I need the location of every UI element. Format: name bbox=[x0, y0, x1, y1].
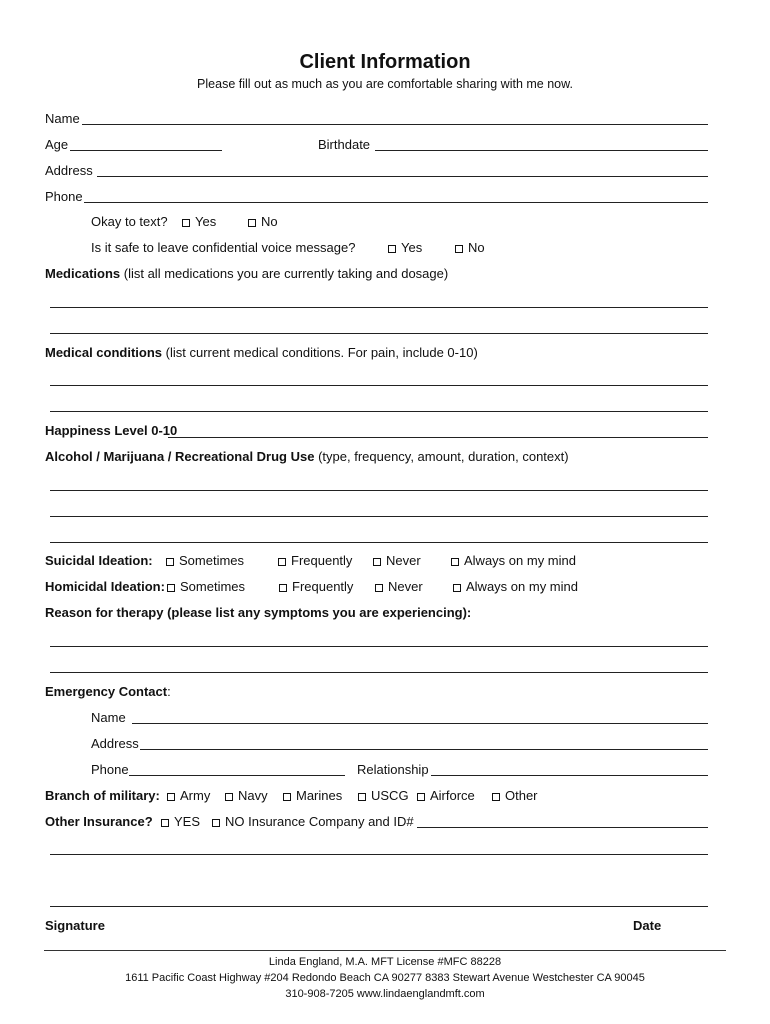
emergency-phone-field[interactable] bbox=[129, 775, 345, 776]
name-field[interactable] bbox=[82, 124, 708, 125]
checkbox-icon bbox=[373, 558, 381, 566]
checkbox-icon bbox=[451, 558, 459, 566]
substance-hint: (type, frequency, amount, duration, context) bbox=[318, 449, 569, 464]
checkbox-icon bbox=[278, 558, 286, 566]
checkbox-icon bbox=[358, 793, 366, 801]
checkbox-icon bbox=[225, 793, 233, 801]
date-label: Date bbox=[633, 918, 662, 933]
military-uscg-checkbox[interactable] bbox=[358, 788, 409, 804]
checkbox-icon bbox=[283, 793, 291, 801]
medications-line-1[interactable] bbox=[50, 307, 708, 308]
homicidal-frequently-checkbox[interactable] bbox=[279, 579, 353, 595]
voicemail-question: Is it safe to leave confidential voice message? bbox=[91, 240, 356, 255]
reason-line-2[interactable] bbox=[50, 672, 708, 673]
address-label: Address bbox=[45, 163, 93, 178]
emergency-relationship-label: Relationship bbox=[357, 762, 429, 777]
substance-line-1[interactable] bbox=[50, 490, 708, 491]
checkbox-icon bbox=[248, 219, 256, 227]
checkbox-icon bbox=[417, 793, 425, 801]
insurance-no-label: NO Insurance Company and ID# bbox=[225, 814, 414, 829]
military-option-label: Other bbox=[505, 788, 538, 803]
age-label: Age bbox=[45, 137, 69, 152]
checkbox-icon bbox=[492, 793, 500, 801]
medical-line-2[interactable] bbox=[50, 411, 708, 412]
medications-line-2[interactable] bbox=[50, 333, 708, 334]
emergency-name-field[interactable] bbox=[132, 723, 708, 724]
suicidal-label: Suicidal Ideation: bbox=[45, 553, 153, 568]
suicidal-option-label: Frequently bbox=[291, 553, 353, 568]
medical-heading bbox=[45, 345, 478, 361]
page-subtitle: Please fill out as much as you are comfortable sharing with me now. bbox=[197, 77, 573, 91]
suicidal-never-checkbox[interactable] bbox=[373, 553, 421, 569]
suicidal-option-label: Sometimes bbox=[179, 553, 245, 568]
emergency-phone-label: Phone bbox=[91, 762, 129, 777]
medical-hint: (list current medical conditions. For pain, include 0-10) bbox=[165, 345, 478, 360]
checkbox-icon bbox=[167, 584, 175, 592]
emergency-colon: : bbox=[167, 684, 171, 699]
medications-hint: (list all medications you are currently taking and dosage) bbox=[123, 266, 449, 281]
homicidal-never-checkbox[interactable] bbox=[375, 579, 423, 595]
emergency-heading bbox=[45, 684, 171, 700]
insurance-no-checkbox[interactable] bbox=[212, 814, 414, 830]
homicidal-option-label: Always on my mind bbox=[466, 579, 578, 594]
insurance-yes-label: YES bbox=[174, 814, 201, 829]
homicidal-sometimes-checkbox[interactable] bbox=[167, 579, 245, 595]
signature-line[interactable] bbox=[50, 906, 708, 907]
checkbox-icon bbox=[279, 584, 287, 592]
suicidal-always-checkbox[interactable] bbox=[451, 553, 576, 569]
text-question: Okay to text? bbox=[91, 214, 168, 229]
voicemail-no-checkbox[interactable] bbox=[455, 240, 485, 256]
checkbox-icon bbox=[161, 819, 169, 827]
suicidal-frequently-checkbox[interactable] bbox=[278, 553, 352, 569]
phone-field[interactable] bbox=[84, 202, 708, 203]
medical-label: Medical conditions bbox=[45, 345, 163, 360]
military-airforce-checkbox[interactable] bbox=[417, 788, 475, 804]
medical-line-1[interactable] bbox=[50, 385, 708, 386]
substance-heading bbox=[45, 449, 569, 465]
checkbox-icon bbox=[455, 245, 463, 253]
emergency-address-label: Address bbox=[91, 736, 139, 751]
text-yes-label: Yes bbox=[195, 214, 217, 229]
military-option-label: Navy bbox=[238, 788, 268, 803]
insurance-label: Other Insurance? bbox=[45, 814, 153, 829]
insurance-yes-checkbox[interactable] bbox=[161, 814, 200, 830]
suicidal-option-label: Never bbox=[386, 553, 421, 568]
military-option-label: Airforce bbox=[430, 788, 475, 803]
military-option-label: USCG bbox=[371, 788, 409, 803]
checkbox-icon bbox=[375, 584, 383, 592]
voicemail-no-label: No bbox=[468, 240, 485, 255]
phone-label: Phone bbox=[45, 189, 83, 204]
checkbox-icon bbox=[182, 219, 190, 227]
suicidal-sometimes-checkbox[interactable] bbox=[166, 553, 244, 569]
substance-line-2[interactable] bbox=[50, 516, 708, 517]
homicidal-option-label: Sometimes bbox=[180, 579, 246, 594]
homicidal-always-checkbox[interactable] bbox=[453, 579, 578, 595]
military-navy-checkbox[interactable] bbox=[225, 788, 268, 804]
insurance-id-field[interactable] bbox=[417, 827, 708, 828]
page-title: Client Information bbox=[299, 51, 471, 73]
military-marines-checkbox[interactable] bbox=[283, 788, 342, 804]
footer-addresses: 1611 Pacific Coast Highway #204 Redondo Beach CA 90277 8383 Stewart Avenue Westchester CA 90045 bbox=[125, 972, 645, 984]
reason-line-1[interactable] bbox=[50, 646, 708, 647]
homicidal-option-label: Frequently bbox=[292, 579, 354, 594]
text-no-checkbox[interactable] bbox=[248, 214, 278, 230]
homicidal-option-label: Never bbox=[388, 579, 423, 594]
reason-label: Reason for therapy (please list any symptoms you are experiencing): bbox=[45, 605, 472, 620]
emergency-label: Emergency Contact bbox=[45, 684, 168, 699]
voicemail-yes-checkbox[interactable] bbox=[388, 240, 422, 256]
military-option-label: Marines bbox=[296, 788, 343, 803]
checkbox-icon bbox=[388, 245, 396, 253]
military-army-checkbox[interactable] bbox=[167, 788, 210, 804]
happiness-label: Happiness Level 0-10 bbox=[45, 423, 178, 438]
emergency-name-label: Name bbox=[91, 710, 126, 725]
signature-label: Signature bbox=[45, 918, 105, 933]
happiness-field[interactable] bbox=[168, 437, 708, 438]
military-label: Branch of military: bbox=[45, 788, 160, 803]
medications-label: Medications bbox=[45, 266, 121, 281]
voicemail-yes-label: Yes bbox=[401, 240, 423, 255]
footer-contact: 310-908-7205 www.lindaenglandmft.com bbox=[285, 988, 485, 1000]
medications-heading bbox=[45, 266, 448, 282]
footer-license: Linda England, M.A. MFT License #MFC 88228 bbox=[268, 956, 502, 968]
age-field[interactable] bbox=[70, 150, 222, 151]
checkbox-icon bbox=[212, 819, 220, 827]
emergency-relationship-field[interactable] bbox=[431, 775, 708, 776]
substance-label: Alcohol / Marijuana / Recreational Drug Use bbox=[45, 449, 315, 464]
checkbox-icon bbox=[453, 584, 461, 592]
name-label: Name bbox=[45, 111, 80, 126]
text-no-label: No bbox=[261, 214, 278, 229]
address-field[interactable] bbox=[97, 176, 708, 177]
military-other-checkbox[interactable] bbox=[492, 788, 538, 804]
insurance-line-2[interactable] bbox=[50, 854, 708, 855]
emergency-address-field[interactable] bbox=[140, 749, 708, 750]
footer-divider bbox=[44, 950, 726, 951]
checkbox-icon bbox=[166, 558, 174, 566]
birthdate-label: Birthdate bbox=[318, 137, 371, 152]
substance-line-3[interactable] bbox=[50, 542, 708, 543]
birthdate-field[interactable] bbox=[375, 150, 708, 151]
suicidal-option-label: Always on my mind bbox=[464, 553, 576, 568]
homicidal-label: Homicidal Ideation: bbox=[45, 579, 165, 594]
checkbox-icon bbox=[167, 793, 175, 801]
text-yes-checkbox[interactable] bbox=[182, 214, 216, 230]
military-option-label: Army bbox=[180, 788, 211, 803]
